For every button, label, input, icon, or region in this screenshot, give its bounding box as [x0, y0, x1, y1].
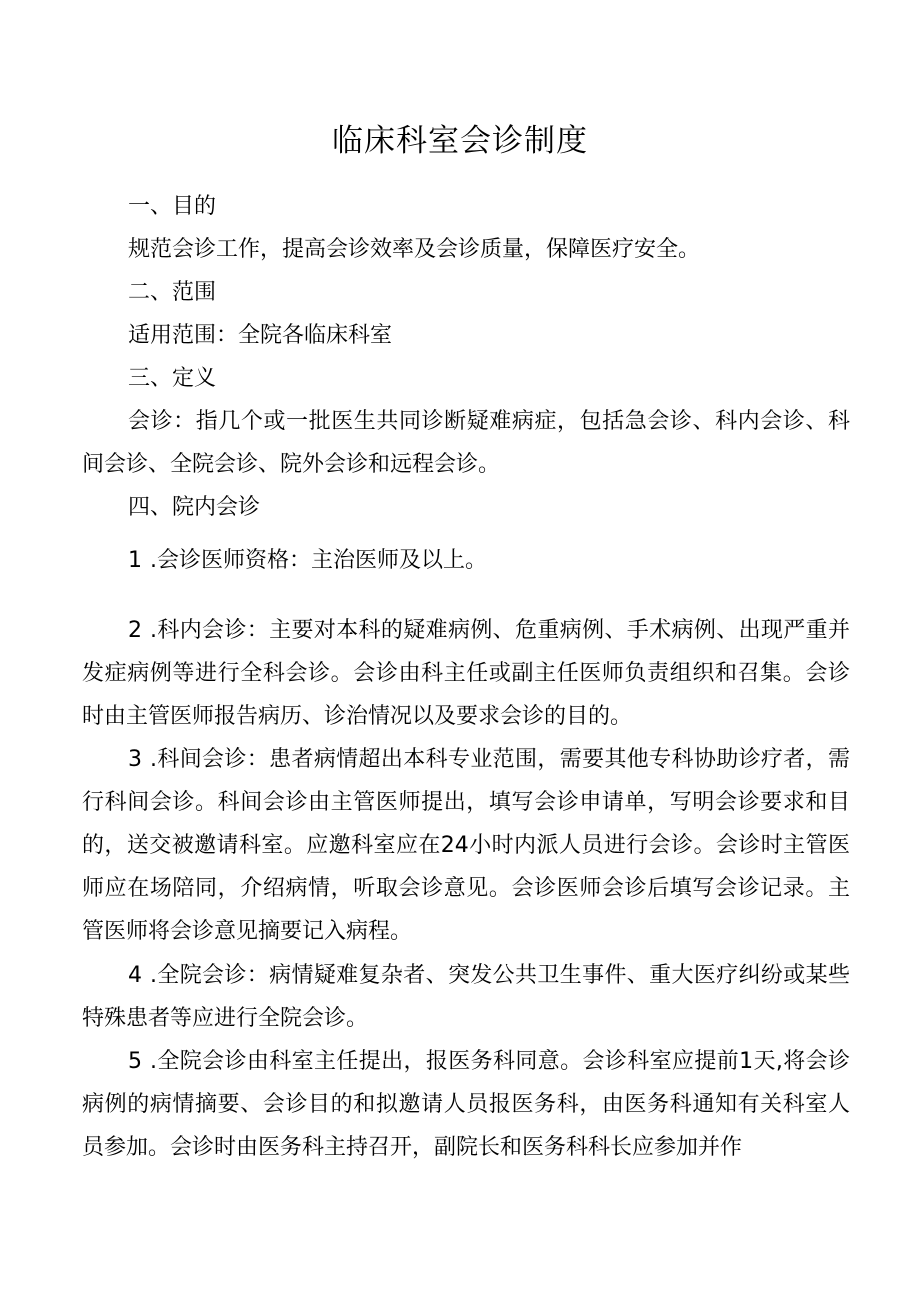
section-body-purpose: 规范会诊工作，提高会诊效率及会诊质量，保障医疗安全。: [128, 237, 701, 262]
item-text: .会诊医师资格：主治医师及以上。: [150, 548, 487, 573]
section-heading-purpose: 一、目的: [128, 194, 217, 219]
section-body-scope: 适用范围：全院各临床科室: [128, 323, 393, 348]
item-text: .全院会诊：病情疑难复杂者、突发公共卫生事件、重大医疗纠纷或某些特殊患者等应进行全院会诊。: [82, 963, 850, 1031]
item-number: 4: [128, 963, 142, 988]
list-item: [82, 1040, 850, 1169]
document-title: 临床科室会诊制度: [332, 123, 588, 159]
list-item: [82, 609, 850, 738]
item-text: .全院会诊由科室主任提出，报医务科同意。会诊科室应提前1天,将会诊病例的病情摘要、会诊目的和拟邀请人员报医务科，由医务科通知有关科室人员参加。会诊时由医务科主持召开，副院长和医务科科长应参加并作: [82, 1049, 850, 1160]
list-item: [82, 539, 850, 582]
item-number: 5: [128, 1049, 142, 1074]
section-body-definition: 会诊：指几个或一批医生共同诊断疑难病症，包括急会诊、科内会诊、科间会诊、全院会诊、院外会诊和远程会诊。: [82, 409, 850, 477]
section-heading-scope: 二、范围: [128, 280, 217, 305]
item-text: .科内会诊：主要对本科的疑难病例、危重病例、手术病例、出现严重并发症病例等进行全科会诊。会诊由科主任或副主任医师负责组织和召集。会诊时由主管医师报告病历、诊治情况以及要求会诊的目的。: [82, 618, 850, 729]
list-item: [82, 738, 850, 953]
item-number: 3: [128, 747, 142, 772]
list-item: [82, 954, 850, 1040]
item-number: 2: [128, 618, 142, 643]
item-text: .科间会诊：患者病情超出本科专业范围，需要其他专科协助诊疗者，需行科间会诊。科间会诊由主管医师提出，填写会诊申请单，写明会诊要求和目的，送交被邀请科室。应邀科室应在24小时内派人员进行会诊。会诊时主管医师应在场陪同，介绍病情，听取会诊意见。会诊医师会诊后填写会诊记录。主管医师将会诊意见摘要记入病程。: [82, 747, 850, 944]
section-heading-in-hospital: 四、院内会诊: [128, 495, 261, 520]
item-number: 1: [128, 548, 142, 573]
section-heading-definition: 三、定义: [128, 366, 217, 391]
